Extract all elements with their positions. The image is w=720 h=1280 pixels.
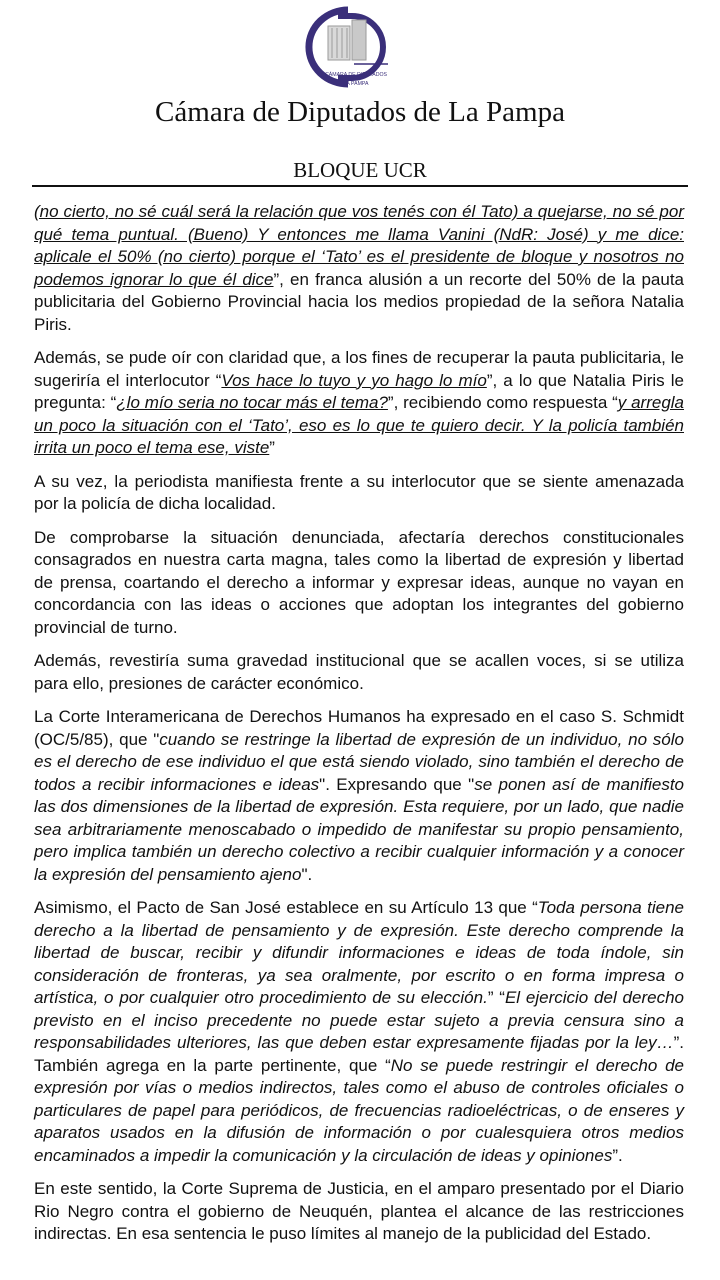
quote-text: y arregla un poco la situación con el ‘Tato’, eso es lo que te quiero decir. Y la policía también irrita un poco el tema ese, viste (34, 393, 685, 457)
logo-caption-2: LA PAMPA (343, 81, 369, 87)
paragraph-text: ". Expresando que " (319, 774, 475, 794)
paragraph-8: En este sentido, la Corte Suprema de Justicia, en el amparo presentado por el Diario Rio Negro contra el gobierno de Neuquén, plantea el alcance de las restricciones indirectas. En esa sentencia le puso límites al manejo de la publicidad del Estado. (34, 1179, 684, 1243)
paragraph-text: ” “ (487, 988, 505, 1007)
paragraph-text: ”. También agrega en la parte pertinente, que “ (34, 1033, 684, 1075)
institution-title: Cámara de Diputados de La Pampa (155, 96, 565, 128)
paragraph-text: ”, a lo que Natalia Piris le pregunta: “ (34, 370, 684, 412)
paragraph-1 (34, 201, 684, 336)
quote-text: se ponen así de manifiesto las dos dimensiones de la libertad de expresión. Esta requiere, por un lado, que nadie sea arbitrariamente menoscabado o impedido de manifestar su propio pensamiento, pero implica también un derecho colectivo a recibir cualquier información y a conocer la expresión del pensamiento ajeno (34, 774, 684, 884)
bloque-heading: BLOQUE UCR (293, 158, 427, 182)
paragraph-text: ”. (612, 1145, 623, 1165)
quote-text: El ejercicio del derecho previsto en el inciso precedente no puede estar sujeto a previa censura sino a responsabilidades ulteriores, las que deben estar expresamente fijadas por la ley… (34, 988, 684, 1052)
document-body (34, 201, 684, 1257)
paragraph-text: Asimismo, el Pacto de San José establece en su Artículo 13 que “ (34, 898, 538, 917)
header-rule (32, 185, 688, 187)
paragraph-text: ” (269, 438, 275, 457)
logo-caption-1: CÁMARA DE DIPUTADOS (325, 72, 387, 78)
paragraph-text: ". (301, 864, 313, 884)
quote-text: Toda persona tiene derecho a la libertad de pensamiento y de expresión. Este derecho comprende la libertad de buscar, recibir y difundir informaciones e ideas de toda índole, sin consideración de fronteras, ya sea oralmente, por escrito o en forma impresa o artística, o por cualquier otro procedimiento de su elección. (34, 898, 684, 1007)
quote-text: (no cierto, no sé cuál será la relación que vos tenés con él Tato) a quejarse, no sé por qué tema puntual. (Bueno) Y entonces me llama Vanini (NdR: José) y me dice: aplicale el 50% (no cierto) porque el ‘Tato’ es el presidente de bloque y nosotros no podemos ignorar lo que él dice (34, 202, 684, 289)
paragraph-text: La Corte Interamericana de Derechos Humanos ha expresado en el caso S. Schmidt (OC/5/85), que " (34, 707, 684, 749)
chamber-logo (290, 4, 410, 96)
chamber-logo-graphic (290, 4, 410, 96)
paragraph-5: Además, revestiría suma gravedad institucional que se acallen voces, si se utiliza para ello, presiones de carácter económico. (34, 651, 684, 693)
paragraph-7 (34, 897, 684, 1167)
paragraph-6 (34, 706, 684, 886)
paragraph-text: ”, recibiendo como respuesta “ (387, 393, 618, 412)
quote-text: cuando se restringe la libertad de expresión de un individuo, no sólo es el derecho de ese individuo el que está siendo violado, sino también el derecho de todos a recibir informaciones e ideas (34, 729, 684, 794)
paragraph-4: De comprobarse la situación denunciada, afectaría derechos constitucionales consagrados en nuestra carta magna, tales como la libertad de expresión y libertad de prensa, coartando el derecho a informar y expresar ideas, aunque no vayan en concordancia con las ideas o acciones que adoptan los integrantes del gobierno provincial de turno. (34, 527, 684, 637)
quote-text: Vos hace lo tuyo y yo hago lo mío (221, 370, 487, 390)
quote-text: ¿lo mío seria no tocar más el tema? (116, 393, 388, 412)
paragraph-text: Además, se pude oír con claridad que, a los fines de recuperar la pauta publicitaria, le sugeriría el interlocutor “ (34, 348, 684, 390)
quote-text: No se puede restringir el derecho de expresión por vías o medios indirectos, tales como el abuso de controles oficiales o particulares de papel para periódicos, de frecuencias radioeléctricas, o de enseres y aparatos usados en la difusión de información o por cualesquiera otros medios encaminados a impedir la comunicación y la circulación de ideas y opiniones (34, 1055, 684, 1165)
paragraph-2 (34, 347, 684, 460)
paragraph-text: ”, en franca alusión a un recorte del 50% de la pauta publicitaria del Gobierno Provincial hacia los medios propiedad de la señora Natalia Piris. (34, 269, 684, 334)
paragraph-3: A su vez, la periodista manifiesta frente a su interlocutor que se siente amenazada por la policía de dicha localidad. (34, 471, 684, 513)
